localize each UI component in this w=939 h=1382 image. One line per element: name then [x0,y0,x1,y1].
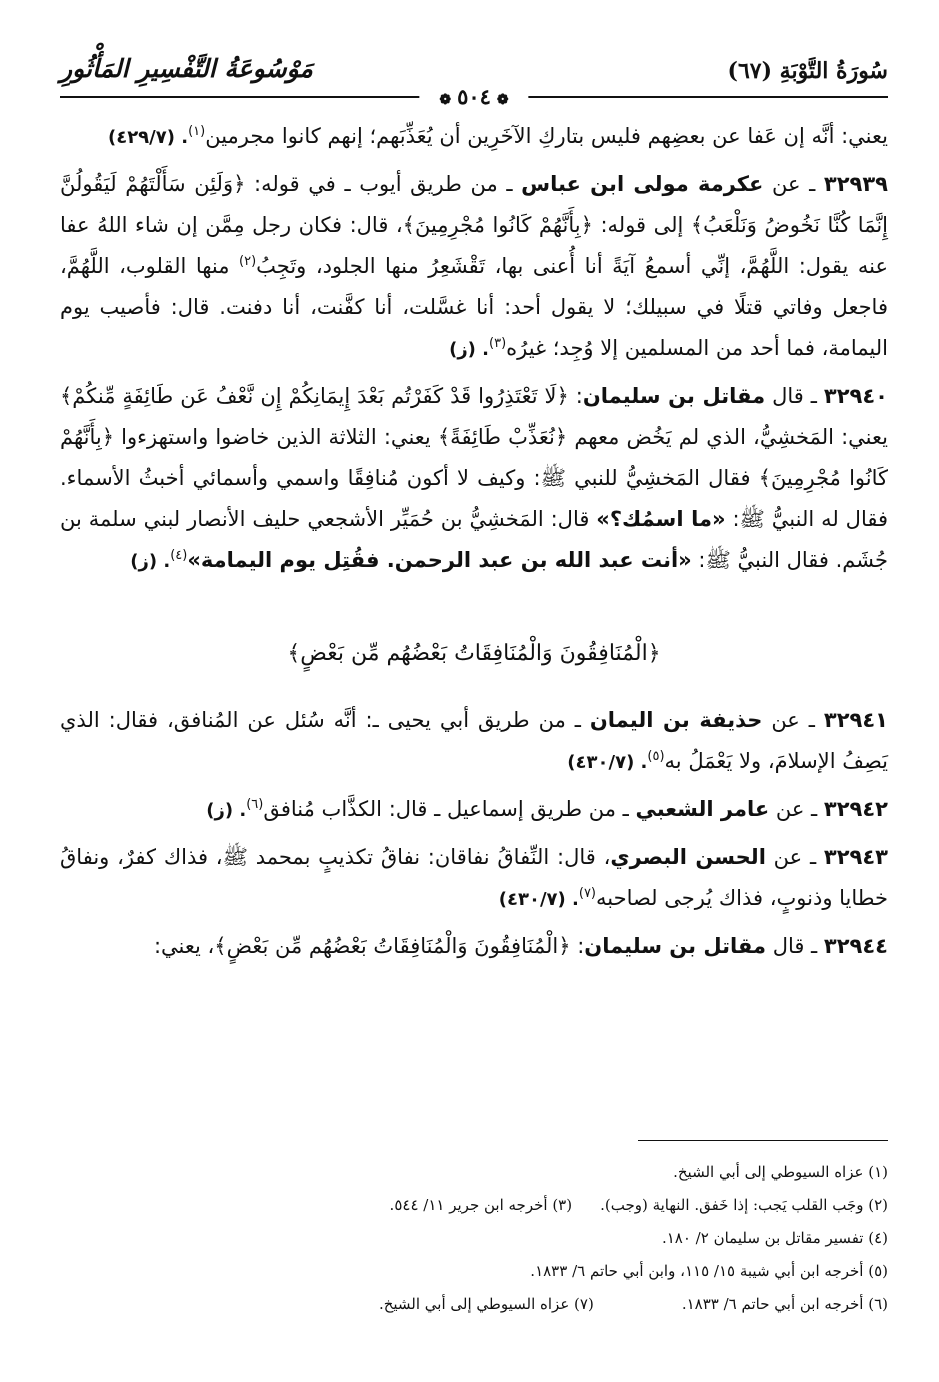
main-text [60,116,888,967]
narration-number: ٣٢٩٤١ [823,708,888,732]
quran-quote: ﴿نُعَذِّبْ طَائِفَةً﴾ [437,425,568,449]
footnote-6: (٦) أخرجه ابن أبي حاتم ٦/ ١٨٣٣. [681,1295,888,1313]
volume-reference: . (ز) [130,551,171,572]
paragraph-continuation: يعني: أنَّه إن عَفا عن بعضِهم فليس بتاركِ الآخَرِين أن يُعَذِّبَهم؛ إنهم كانوا مجرمين$^{(١)}$. (٤٢٩/٧) [107,124,888,148]
footnote-marker: (٦) [246,797,264,812]
quran-quote: ﴿وَلَئِن سَأَلْتَهُمْ لَيَقُولُنَّ إِنَّمَا كُنَّا نَخُوضُ وَنَلْعَبُ﴾ [60,172,889,237]
footnote-row [60,1288,888,1321]
quran-quote: ﴿لَا تَعْتَذِرُوا قَدْ كَفَرْتُم بَعْدَ إِيمَانِكُمْ إِن نَّعْفُ عَن طَائِفَةٍ مِّنكُمْ﴾ [60,384,569,408]
volume-reference: . (٤٣٠/٧) [498,889,579,910]
narration-number: ٣٢٩٤٤ [823,934,888,958]
quran-quote: ﴿بِأَنَّهُمْ كَانُوا مُجْرِمِينَ﴾ [402,213,593,237]
footnote-1: (١) عزاه السيوطي إلى أبي الشيخ. [673,1163,888,1181]
footnote-marker: (٤) [170,548,188,563]
narrator-name: مقاتل بن سليمان [582,384,766,408]
hadith-quote: «ما اسمُك؟» [596,507,726,531]
footnote-2: (٢) وجَب القلب يَجب: إذا خَفق. النهاية (وجب). [600,1196,888,1214]
narration-32944: ٣٢٩٤٤ ـ قال مقاتل بن سليمان: ﴿الْمُنَافِقُونَ وَالْمُنَافِقَاتُ بَعْضُهُم مِّن بَعْضٍ﴾، يعني: [153,934,888,958]
narration-number: ٣٢٩٤٢ [823,797,888,821]
footnote-7: (٧) عزاه السيوطي إلى أبي الشيخ. [378,1295,594,1313]
verse-heading: ﴿الْمُنَافِقُونَ وَالْمُنَافِقَاتُ بَعْضُهُم مِّن بَعْضٍ﴾ [287,641,661,666]
narration-number: ٣٢٩٣٩ [823,172,888,196]
volume-reference: . (ز) [206,800,247,821]
footnote-marker: (١) [188,124,206,139]
footnote-marker: (٢) [239,254,257,269]
ornament-icon: ❁ [496,92,509,108]
narrator-name: عامر الشعبي [635,797,770,821]
surah-title: سُورَةُ التَّوْبَةِ (٦٧) [727,58,888,84]
footnote-divider [638,1140,888,1141]
narrator-name: عكرمة مولى ابن عباس [521,172,764,196]
volume-reference: . (ز) [449,339,490,360]
footnote-row [60,1189,888,1222]
page-header [60,40,888,109]
quran-quote: ﴿بِأَنَّهُمْ كَانُوا مُجْرِمِينَ﴾ [60,425,888,490]
narration-32942: ٣٢٩٤٢ ـ عن عامر الشعبي ـ من طريق إسماعيل ـ قال: الكذَّاب مُنافق$^{(٦)}$. (ز) [206,797,888,821]
narrator-name: مقاتل بن سليمان [584,934,767,958]
footnote-marker: (٣) [489,336,507,351]
ornament-icon: ❁ [439,92,452,108]
narrator-name: الحسن البصري [610,845,766,869]
footnotes [60,1156,888,1321]
footnote-4: (٤) تفسير مقاتل بن سليمان ٢/ ١٨٠. [661,1229,888,1247]
quran-quote: ﴿الْمُنَافِقُونَ وَالْمُنَافِقَاتُ بَعْضُهُم مِّن بَعْضٍ﴾ [214,934,571,958]
footnote-5: (٥) أخرجه ابن أبي شيبة ١٥/ ١١٥، وابن أبي حاتم ٦/ ١٨٣٣. [530,1262,888,1280]
footnote-marker: (٧) [578,886,596,901]
book-title: مَوْسُوعَةُ التَّفْسِيرِ المَأْثُورِ [60,54,313,83]
page-number-block [419,84,528,109]
hadith-quote: «أنت عبد الله بن عبد الرحمن. فقُتِل يوم اليمامة» [187,548,692,572]
narration-32940: ٣٢٩٤٠ ـ قال مقاتل بن سليمان: ﴿لَا تَعْتَذِرُوا قَدْ كَفَرْتُم بَعْدَ إِيمَانِكُمْ إِن نَّعْفُ عَن طَائِفَةٍ مِّنكُمْ﴾ يعني: المَخشِيُّ، الذي لم يَخُض معهم ﴿نُعَذِّبْ طَائِفَةً﴾ يعني: الثلاثة الذين خاضوا واستهزءوا ﴿بِأَنَّهُمْ كَانُوا مُجْرِمِينَ﴾ فقال المَخشِيُّ للنبي ﷺ: وكيف لا أكون مُنافِقًا واسمي وأسمائي أخبثُ الأسماء. فقال له النبيُّ ﷺ: «ما اسمُك؟» قال: المَخشِيُّ بن حُمَيِّر الأشجعي حليف الأنصار لبني سلمة بن جُشَم. فقال النبيُّ ﷺ: «أنت عبد الله بن عبد الرحمن. فقُتِل يوم اليمامة»$^{(٤)}$. (ز) [60,384,889,572]
volume-reference: . (٤٢٩/٧) [107,127,189,148]
narration-32943: ٣٢٩٤٣ ـ عن الحسن البصري، قال: النِّفاقُ نفاقان: نفاقُ تكذيبٍ بمحمد ﷺ، فذاك كفرٌ، ونفاقُ خطايا وذنوبٍ، فذاك يُرجى لصاحبه$^{(٧)}$. (٤٣٠/٧) [60,845,888,910]
page-number: ٥٠٤ [457,84,491,109]
narration-32941: ٣٢٩٤١ ـ عن حذيفة بن اليمان ـ من طريق أبي يحيى ـ: أنَّه سُئل عن المُنافق، فقال: الذي يَصِفُ الإسلامَ، ولا يَعْمَلُ به$^{(٥)}$. (٤٣٠/٧) [60,708,888,773]
narrator-name: حذيفة بن اليمان [589,708,763,732]
narration-number: ٣٢٩٤٣ [823,845,888,869]
narration-32939: ٣٢٩٣٩ ـ عن عكرمة مولى ابن عباس ـ من طريق أيوب ـ في قوله: ﴿وَلَئِن سَأَلْتَهُمْ لَيَقُولُنَّ إِنَّمَا كُنَّا نَخُوضُ وَنَلْعَبُ﴾ إلى قوله: ﴿بِأَنَّهُمْ كَانُوا مُجْرِمِينَ﴾، قال: فكان رجل مِمَّن إن شاء اللهُ عفا عنه يقول: اللَّهُمَّ، إنِّي أسمعُ آيَةً أنا أُعنى بها، تَقْشَعِرُ منها الجلود، وتَجِبُ$^{(٢)}$ منها القلوب، اللَّهُمَّ، فاجعل وفاتي قتلًا في سبيلك؛ لا يقول أحد: أنا غسَّلت، أنا كفَّنت، أنا دفنت. قال: فأصيب يوم اليمامة، فما أحد من المسلمين إلا وُجِد؛ غيرُه$^{(٣)}$. (ز) [60,172,889,360]
footnote-marker: (٥) [647,749,665,764]
footnote-3: (٣) أخرجه ابن جرير ١١/ ٥٤٤. [389,1196,573,1214]
book-page [60,40,888,1340]
narration-number: ٣٢٩٤٠ [823,384,888,408]
volume-reference: . (٤٣٠/٧) [567,752,648,773]
